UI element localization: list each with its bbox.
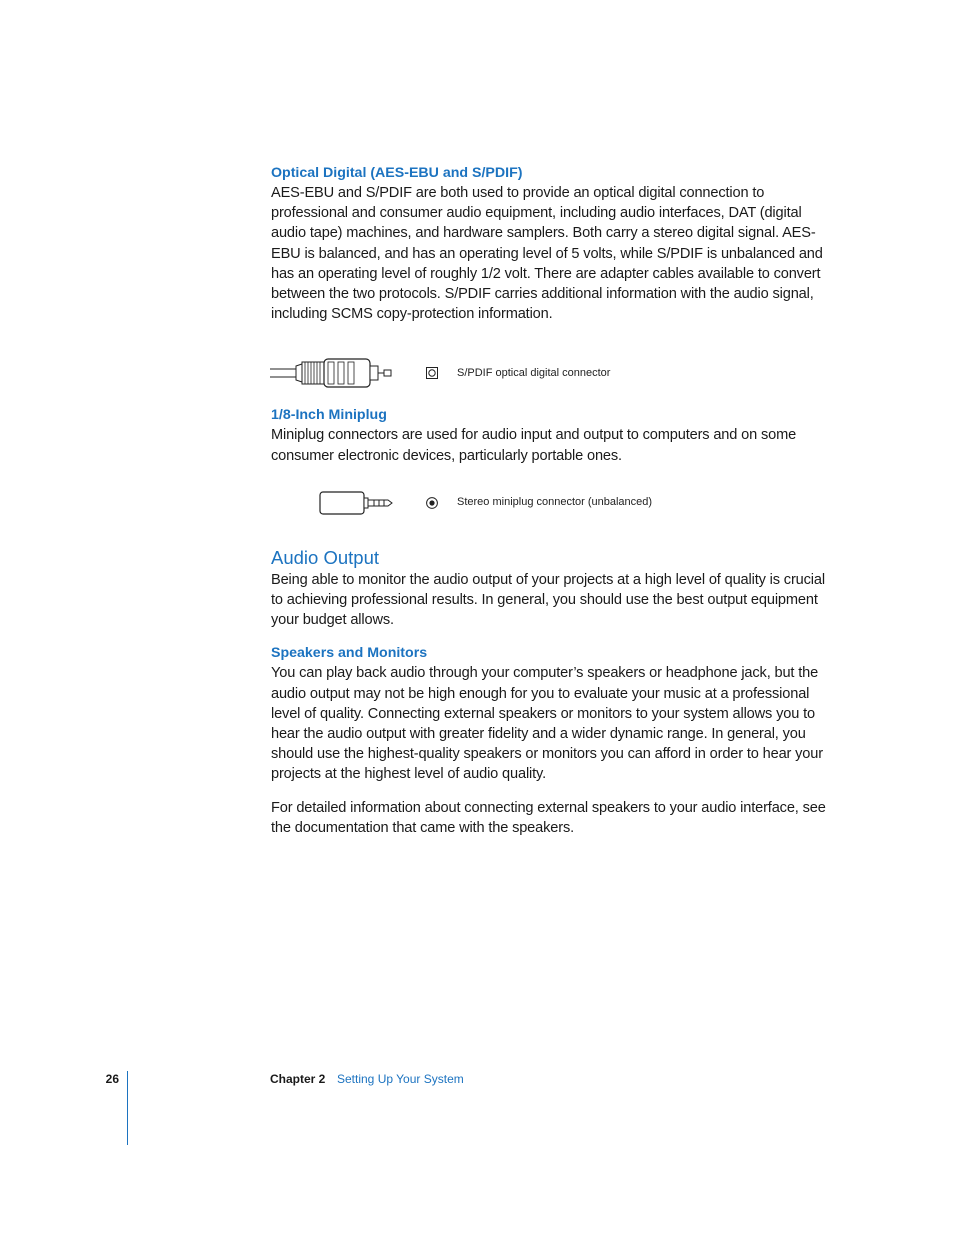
spdif-socket-icon — [426, 367, 438, 379]
caption-spdif-connector: S/PDIF optical digital connector — [457, 367, 611, 380]
page-content — [271, 163, 826, 838]
heading-miniplug: 1/8-Inch Miniplug — [271, 407, 387, 424]
footer-chapter-label: Chapter 2 — [270, 1072, 326, 1086]
footer-chapter-title: Setting Up Your System — [337, 1072, 464, 1086]
footer-divider — [127, 1071, 128, 1145]
heading-audio-output: Audio Output — [271, 546, 379, 568]
miniplug-jack-icon — [426, 497, 438, 509]
paragraph-audio-output: Being able to monitor the audio output of your projects at a high level of quality is crucial to achieving professional results. In general, you should use the best output equipment your budget allows. — [271, 571, 825, 629]
figure-spdif-connector — [271, 334, 826, 405]
caption-miniplug-connector: Stereo miniplug connector (unbalanced) — [457, 495, 653, 508]
paragraph-miniplug: Miniplug connectors are used for audio input and output to computers and on some consumer electronic devices, particularly portable ones. — [271, 427, 797, 464]
heading-optical-digital: Optical Digital (AES-EBU and S/PDIF) — [271, 165, 523, 181]
paragraph-optical-digital: AES-EBU and S/PDIF are both used to provide an optical digital connection to professional and consumer audio equipment, including audio interfaces, DAT (digital audio tape) machines, and hardware samplers. Both carry a stereo digital signal. AES-EBU is balanced, and has an operating level of 5 volts, while S/PDIF is unbalanced and has an operating level of roughly 1/2 volt. There are adapter cables available to convert between the two protocols. S/PDIF carries additional information with the audio signal, including SCMS copy-protection information. — [271, 185, 823, 323]
page-number: 26 — [105, 1072, 119, 1086]
spdif-connector-illustration — [270, 358, 395, 388]
paragraph-speakers-monitors-1: You can play back audio through your computer’s speakers or headphone jack, but the audio output may not be high enough for you to evaluate your music at a professional level of quality. Connecting external speakers or monitors to your system allows you to hear the audio output with greater fidelity and a wider dynamic range. In general, you should use the highest-quality speakers or monitors you can afford in order to hear your projects at the highest level of audio quality. — [271, 665, 823, 783]
paragraph-speakers-monitors-2: For detailed information about connecting external speakers to your audio interface, see the documentation that came with the speakers. — [271, 799, 826, 836]
heading-speakers-monitors: Speakers and Monitors — [271, 645, 428, 662]
figure-miniplug-connector — [271, 476, 826, 546]
miniplug-connector-illustration — [319, 490, 394, 516]
